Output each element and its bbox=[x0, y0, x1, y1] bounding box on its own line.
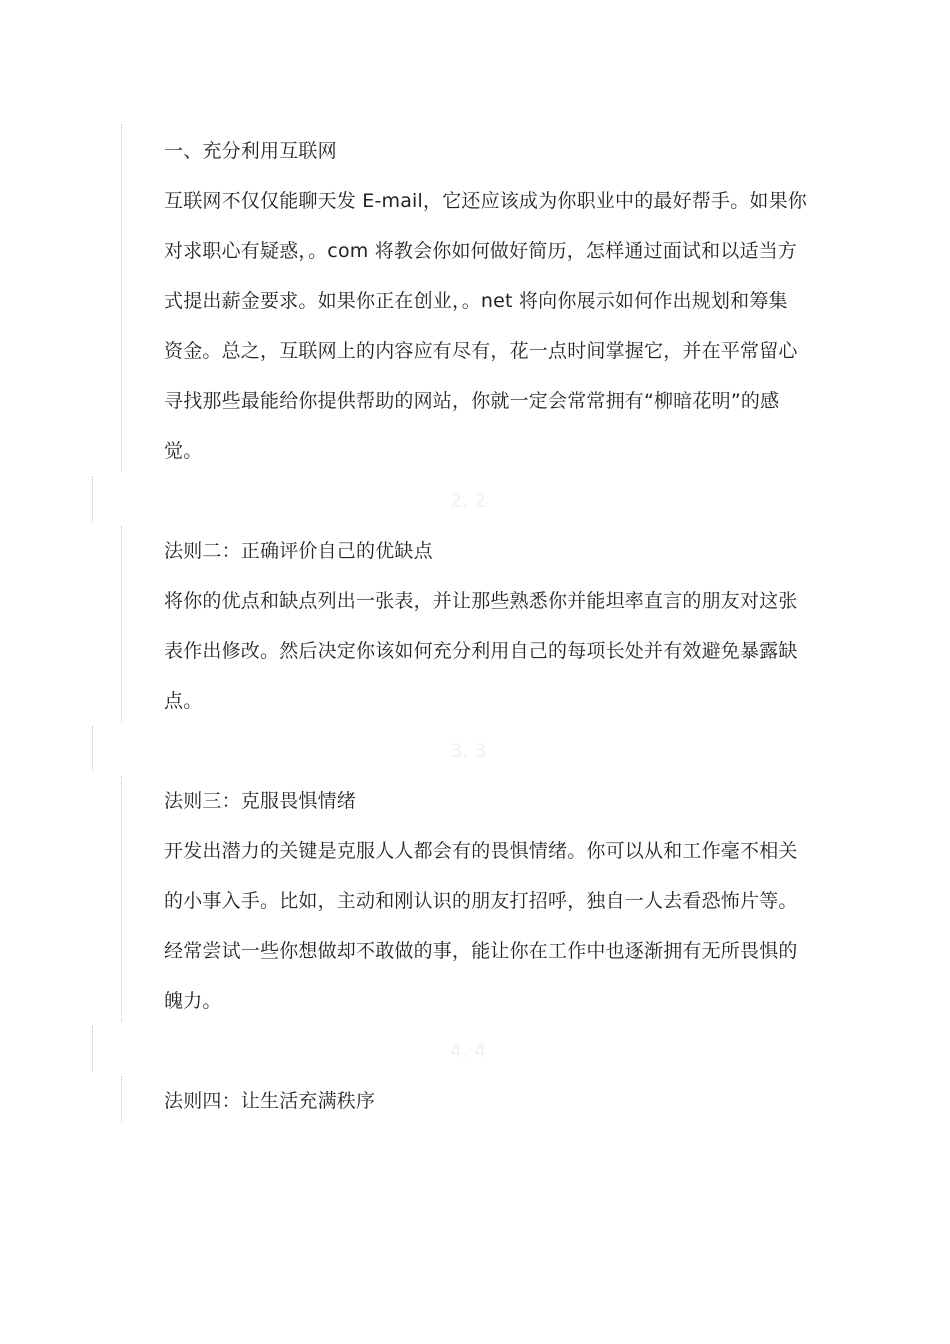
section-3-line-1: 开发出潜力的关键是克服人人都会有的畏惧情绪。你可以从和工作毫不相关 bbox=[164, 840, 798, 862]
section-2-heading: 法则二：正确评价自己的优缺点 bbox=[164, 540, 433, 562]
section-3 bbox=[164, 776, 824, 1026]
section-3-line-4: 魄力。 bbox=[164, 990, 222, 1012]
section-1-rule bbox=[121, 124, 122, 472]
section-3-line-3: 经常尝试一些你想做却不敢做的事，能让你在工作中也逐渐拥有无所畏惧的 bbox=[164, 940, 798, 962]
section-3-line-2: 的小事入手。比如，主动和刚认识的朋友打招呼，独自一人去看恐怖片等。 bbox=[164, 890, 798, 912]
section-1 bbox=[164, 126, 824, 476]
section-2-line-3: 点。 bbox=[164, 690, 203, 712]
section-1-heading: 一、充分利用互联网 bbox=[164, 140, 337, 162]
section-2 bbox=[164, 526, 824, 726]
section-1-line-2: 对求职心有疑惑，。com 将教会你如何做好简历，怎样通过面试和以适当方 bbox=[164, 240, 798, 262]
section-2-line-2: 表作出修改。然后决定你该如何充分利用自己的每项长处并有效避免暴露缺 bbox=[164, 640, 798, 662]
section-1-line-3: 式提出薪金要求。如果你正在创业，。net 将向你展示如何作出规划和筹集 bbox=[164, 290, 788, 312]
marker-2-rule bbox=[92, 476, 93, 522]
section-1-line-6: 觉。 bbox=[164, 440, 203, 462]
section-3-rule bbox=[121, 776, 122, 1022]
section-4-rule bbox=[121, 1076, 122, 1122]
section-1-line-4: 资金。总之，互联网上的内容应有尽有，花一点时间掌握它，并在平常留心 bbox=[164, 340, 798, 362]
section-4 bbox=[164, 1076, 824, 1126]
section-1-line-1: 互联网不仅仅能聊天发 E-mail，它还应该成为你职业中的最好帮手。如果你 bbox=[164, 190, 808, 212]
section-2-marker: 2. 2 bbox=[450, 490, 487, 512]
section-3-heading: 法则三：克服畏惧情绪 bbox=[164, 790, 357, 812]
section-2-line-1: 将你的优点和缺点列出一张表，并让那些熟悉你并能坦率直言的朋友对这张 bbox=[164, 590, 798, 612]
marker-4-rule bbox=[92, 1026, 93, 1072]
section-2-rule bbox=[121, 526, 122, 722]
marker-3-rule bbox=[92, 726, 93, 772]
section-4-marker: 4. 4 bbox=[450, 1040, 487, 1062]
section-1-line-5: 寻找那些最能给你提供帮助的网站，你就一定会常常拥有“柳暗花明”的感 bbox=[164, 390, 780, 412]
section-3-marker: 3. 3 bbox=[450, 740, 487, 762]
section-4-heading: 法则四：让生活充满秩序 bbox=[164, 1090, 376, 1112]
